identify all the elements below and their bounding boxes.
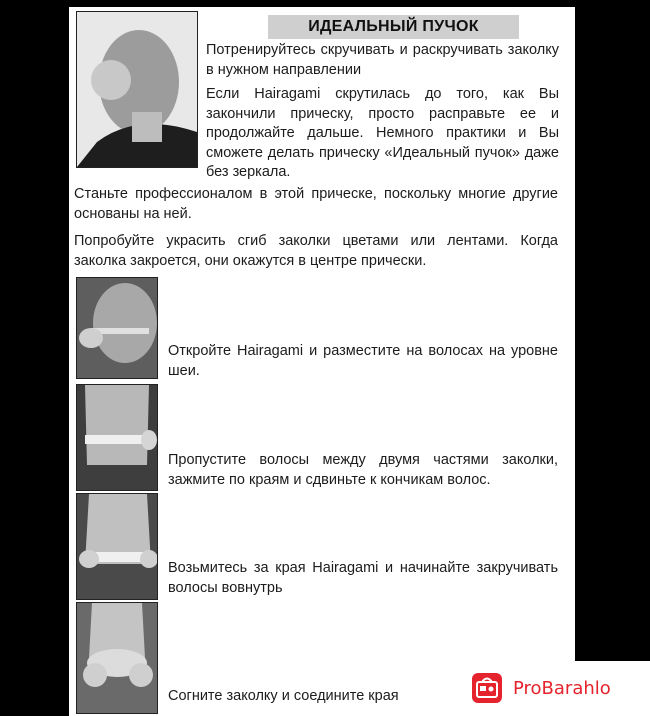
step-2-photo [76,384,158,491]
step-4-photo [76,602,158,714]
intro-paragraph-2: Если Hairagami скрутилась до того, как Вы закончили прическу, просто расправьте ее и продолжайте дальше. Немного практики и Вы сможете делать прическу «Идеальный пучок» даже без зеркала. [206,86,559,180]
step-2-text: Пропустите волосы между двумя частями заколки, зажмите по краям и сдвиньте к кончикам волос. [168,452,558,488]
step-1-text: Откройте Hairagami и разместите на волосах на уровне шеи. [168,343,558,379]
step-4-text: Согните заколку и соедините края [168,688,399,704]
intro-paragraph-1: Потренируйтесь скручивать и раскручивать заколку в нужном направлении [206,42,559,78]
decoration-paragraph: Попробуйте украсить сгиб заколки цветами или лентами. Когда заколка закроется, они окажутся в центре прически. [74,233,558,269]
shop-logo-icon [472,673,502,703]
step-3-text: Возьмитесь за края Hairagami и начинайте закручивать волосы вовнутрь [168,560,558,596]
professional-paragraph: Станьте профессионалом в этой прическе, поскольку многие другие основаны на ней. [74,186,558,222]
bun-photo [76,11,198,168]
step-1-photo [76,277,158,379]
page-title: ИДЕАЛЬНЫЙ ПУЧОК [268,15,519,39]
step-3-photo [76,493,158,600]
document-page [69,7,575,716]
watermark-badge [420,661,650,716]
watermark-text: ProBarahlo [513,678,611,699]
